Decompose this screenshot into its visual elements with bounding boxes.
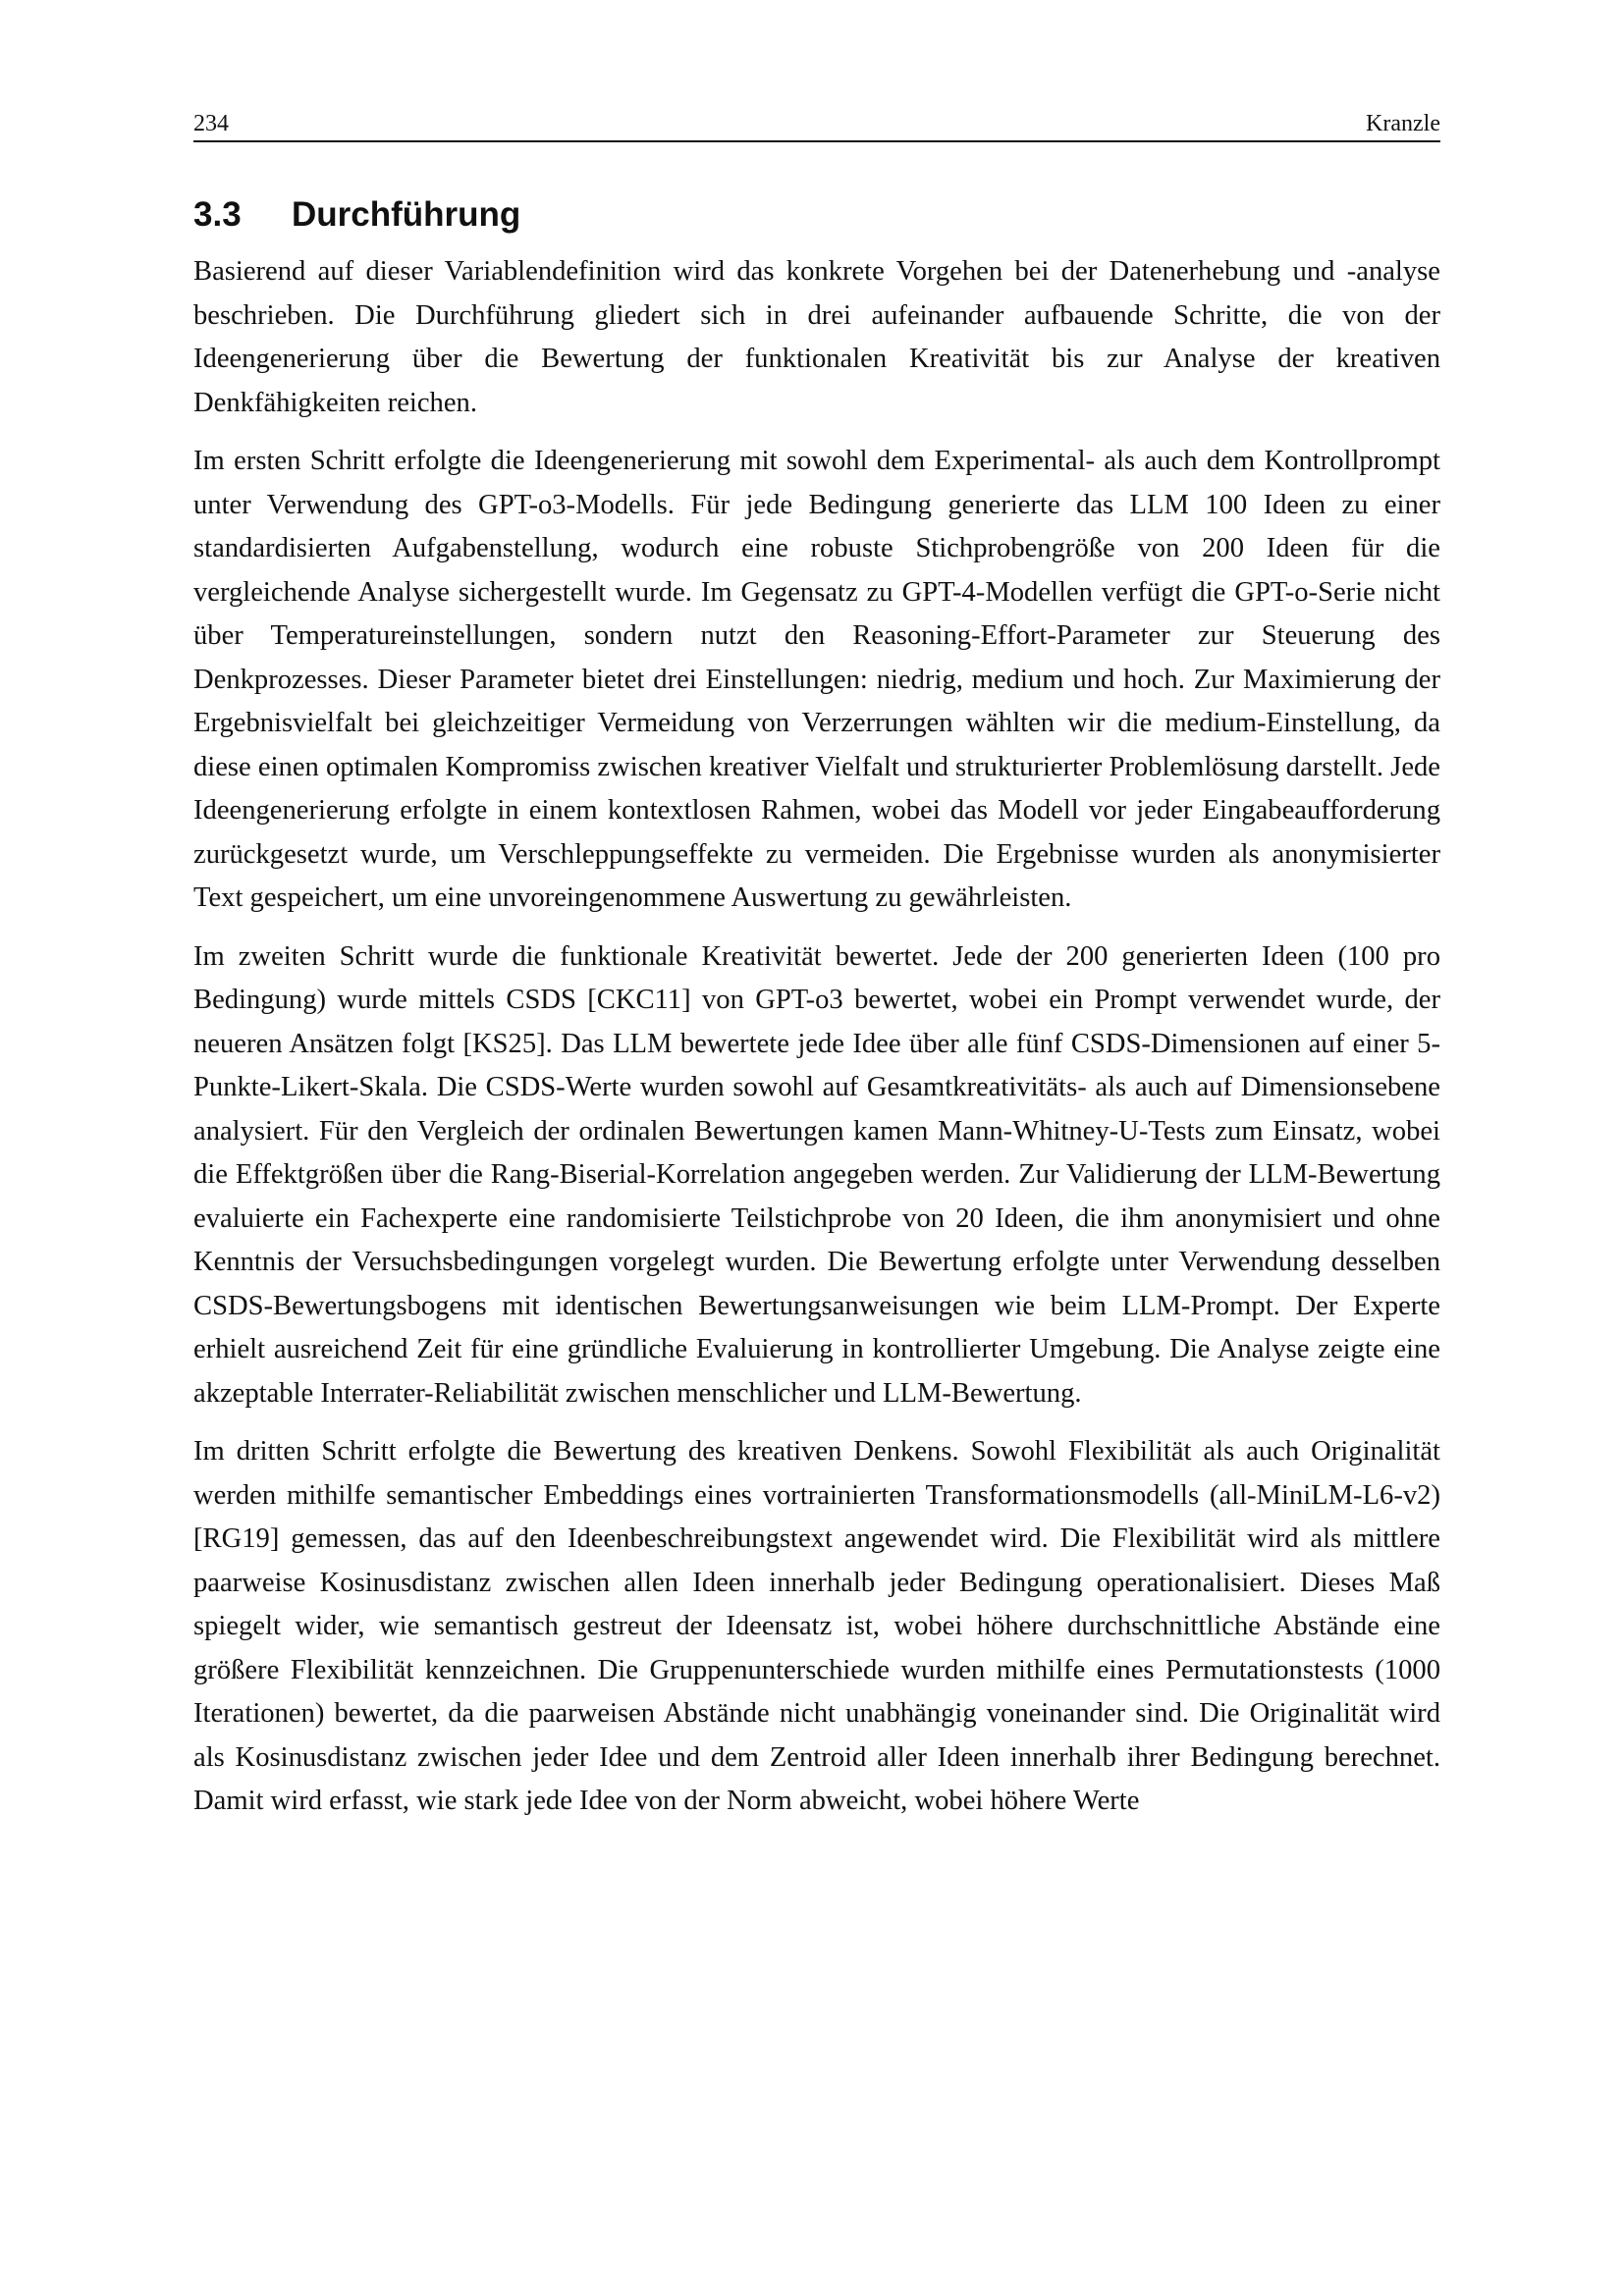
paragraph-step-one: Im ersten Schritt erfolgte die Ideengenerierung mit sowohl dem Experimental- als auch dem Kontrollprompt unter Verwendung des GPT-o3-Modells. Für jede Bedingung generierte das LLM 100 Ideen zu einer standardisierten Aufgabenstellung, wodurch eine robuste Stichprobengröße von 200 Ideen für die vergleichende Analyse sichergestellt wurde. Im Gegensatz zu GPT-4-Modellen verfügt die GPT-o-Serie nicht über Temperatureinstellungen, sondern nutzt den Reasoning-Effort-Parameter zur Steuerung des Denkprozesses. Dieser Parameter bietet drei Einstellungen: niedrig, medium und hoch. Zur Maximierung der Ergebnisvielfalt bei gleichzeitiger Vermeidung von Verzerrungen wählten wir die medium-Einstellung, da diese einen optimalen Kompromiss zwischen kreativer Vielfalt und strukturierter Problemlösung darstellt. Jede Ideengenerierung erfolgte in einem kontextlosen Rahmen, wobei das Modell vor jeder Eingabeaufforderung zurückgesetzt wurde, um Verschleppungseffekte zu vermeiden. Die Ergebnisse wurden als anonymisierter Text gespeichert, um eine unvoreingenommene Auswertung zu gewährleisten.: [193, 446, 1440, 913]
section-title: Durchführung: [292, 195, 521, 234]
paragraph-step-two: Im zweiten Schritt wurde die funktionale Kreativität bewertet. Jede der 200 generierten Ideen (100 pro Bedingung) wurde mittels CSDS [CKC11] von GPT-o3 bewertet, wobei ein Prompt verwendet wurde, der neueren Ansätzen folgt [KS25]. Das LLM bewertete jede Idee über alle fünf CSDS-Dimensionen auf einer 5-Punkte-Likert-Skala. Die CSDS-Werte wurden sowohl auf Gesamtkreativitäts- als auch auf Dimensionsebene analysiert. Für den Vergleich der ordinalen Bewertungen kamen Mann-Whitney-U-Tests zum Einsatz, wobei die Effektgrößen über die Rang-Biserial-Korrelation angegeben werden. Zur Validierung der LLM-Bewertung evaluierte ein Fachexperte eine randomisierte Teilstichprobe von 20 Ideen, die ihm anonymisiert und ohne Kenntnis der Versuchsbedingungen vorgelegt wurden. Die Bewertung erfolgte unter Verwendung desselben CSDS-Bewertungsbogens mit identischen Bewertungsanweisungen wie beim LLM-Prompt. Der Experte erhielt ausreichend Zeit für eine gründliche Evaluierung in kontrollierter Umgebung. Die Analyse zeigte eine akzeptable Interrater-Reliabilität zwischen menschlicher und LLM-Bewertung.: [193, 940, 1440, 1409]
section-number: 3.3: [193, 195, 242, 234]
paragraph-intro: Basierend auf dieser Variablendefinition wird das konkrete Vorgehen bei der Datenerhebung und -analyse beschrieben. Die Durchführung gliedert sich in drei aufeinander aufbauende Schritte, die von der Ideengenerierung über die Bewertung der funktionalen Kreativität bis zur Analyse der kreativen Denkfähigkeiten reichen.: [193, 256, 1440, 418]
running-head: [193, 110, 1440, 142]
page: [193, 110, 1440, 1839]
page-number: 234: [193, 111, 229, 136]
section-heading: [193, 193, 1440, 237]
running-title: Kranzle: [1366, 111, 1440, 136]
paragraph-step-three: Im dritten Schritt erfolgte die Bewertung des kreativen Denkens. Sowohl Flexibilität als auch Originalität werden mithilfe semantischer Embeddings eines vortrainierten Transformationsmodells (all-MiniLM-L6-v2) [RG19] gemessen, das auf den Ideenbeschreibungstext angewendet wird. Die Flexibilität wird als mittlere paarweise Kosinusdistanz zwischen allen Ideen innerhalb jeder Bedingung operationalisiert. Dieses Maß spiegelt wider, wie semantisch gestreut der Ideensatz ist, wobei höhere durchschnittliche Abstände eine größere Flexibilität kennzeichnen. Die Gruppenunterschiede wurden mithilfe eines Permutationstests (1000 Iterationen) bewertet, da die paarweisen Abstände nicht unabhängig voneinander sind. Die Originalität wird als Kosinusdistanz zwischen jeder Idee und dem Zentroid aller Ideen innerhalb ihrer Bedingung berechnet. Damit wird erfasst, wie stark jede Idee von der Norm abweicht, wobei höhere Werte: [193, 1436, 1440, 1816]
